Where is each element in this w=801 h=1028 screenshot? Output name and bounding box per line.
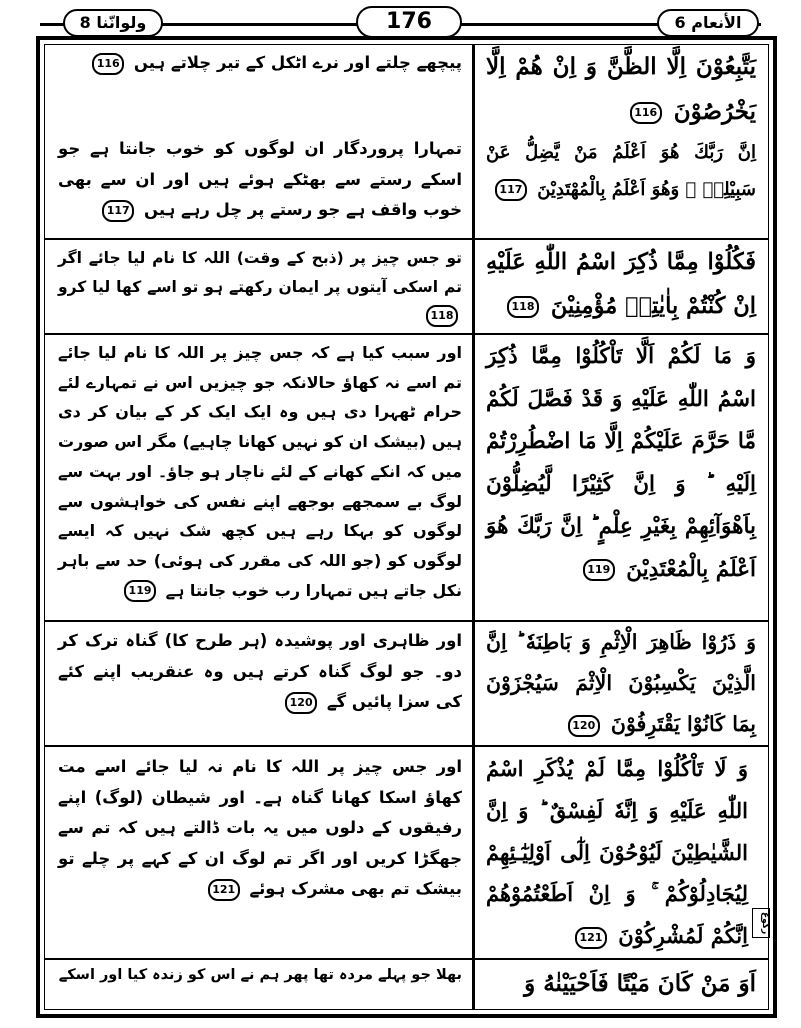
ruku-marker: ركوع: [752, 908, 770, 938]
verse-number-marker: 120: [568, 715, 600, 737]
urdu-text: اور ظاہری اور پوشیدہ (ہر طرح کا) گناہ ترک کر دو۔ جو لوگ گناہ کرتے ہیں وہ عنقریب اپنے کئے کی سزا پائیں گے: [58, 631, 462, 711]
verse-number-marker: 121: [575, 927, 607, 949]
separator: [44, 745, 472, 747]
urdu-translation-120: [58, 626, 462, 742]
para-label: ولوانّنا 8: [63, 9, 163, 37]
verse-number-marker: 116: [92, 53, 124, 75]
arabic-verse-119: [486, 336, 756, 618]
arabic-text: وَ ذَرُوْا ظَاهِرَ الْاِثْمِ وَ بَاطِنَهٗ ؕ اِنَّ الَّذِيْنَ يَكْسِبُوْنَ الْاِثْمَ سَيُجْزَوْنَ بِمَا كَانُوْا يَقْتَرِفُوْنَ: [486, 630, 756, 736]
page-number: 176: [356, 6, 462, 38]
separator: [44, 958, 472, 960]
verse-number-marker: 117: [102, 200, 134, 222]
verse-number-marker: 119: [124, 580, 156, 602]
urdu-translation-122-start: [58, 962, 462, 1006]
urdu-text: پیچھے چلتے اور نرے اٹکل کے تیر چلاتے ہیں: [133, 53, 462, 72]
separator: [475, 745, 769, 747]
arabic-verse-116: [486, 44, 756, 134]
arabic-text: يَتَّبِعُوْنَ اِلَّا الظَّنَّ وَ اِنْ هُمْ اِلَّا يَخْرُصُوْنَ: [486, 53, 756, 125]
urdu-translation-119: [58, 338, 462, 618]
separator: [44, 620, 472, 622]
arabic-verse-121: [486, 748, 748, 956]
urdu-translation-121: [58, 752, 462, 956]
separator: [475, 958, 769, 960]
urdu-text: اور جس چیز پر اللہ کا نام نہ لیا جائے اسے مت کھاؤ اسکا کھانا گناہ ہے۔ اور شیطان (لوگ) اپنے رفیقوں کے دلوں میں یہ بات ڈالتے ہیں کہ تم سے جھگڑا کریں اور اگر تم لوگ ان کے کہے پر چلے تو بیشک تم بھی مشرک ہوئے: [58, 757, 462, 898]
verse-number-marker: 121: [208, 879, 240, 901]
verse-number-marker: 117: [495, 179, 527, 201]
column-divider: [472, 44, 475, 1010]
urdu-text: اور سبب کیا ہے کہ جس چیز پر اللہ کا نام لیا جائے تم اسے نہ کھاؤ حالانکہ جو چیزیں اس نے تمہارے لئے حرام ٹھہرا دی ہیں وہ ایک ایک کر کے بیان کر دی ہیں (بیشک ان کو نہیں کھانا چاہیے) مگر اس صورت میں کہ انکے کھانے کے لئے ناچار ہو جاؤ۔ اور بہت سے لوگ بے سمجھے بوجھے اپنے نفس کی خواہشوں سے لوگوں کو بہکا رہے ہیں کچھ شک نہیں کہ ایسے لوگوں کو (جو اللہ کی مقرر کی ہوئی) حد سے باہر نکل جاتے ہیں تمہارا رب خوب جانتا ہے: [58, 343, 462, 600]
urdu-translation-117: [58, 134, 462, 236]
arabic-text: اِنَّ رَبَّكَ هُوَ اَعْلَمُ مَنْ يَّضِلُّ عَنْ سَبِيْلِهٖ ۚ وَهُوَ اَعْلَمُ بِالْمُهْتَدِيْنَ: [486, 142, 756, 200]
urdu-text: تمہارا پروردگار ان لوگوں کو خوب جانتا ہے جو اسکے رستے سے بھٹکے ہوئے ہیں اور ان سے بھی خوب واقف ہے جو رستے پر چل رہے ہیں: [58, 139, 462, 219]
urdu-text: بھلا جو پہلے مردہ تھا پھر ہم نے اس کو زندہ کیا اور اسکے: [58, 967, 462, 983]
verse-number-marker: 118: [426, 305, 458, 327]
arabic-verse-120: [486, 622, 756, 744]
verse-number-marker: 120: [285, 692, 317, 714]
verse-number-marker: 118: [507, 296, 539, 318]
verse-number-marker: 119: [583, 559, 615, 581]
separator: [44, 333, 472, 335]
urdu-translation-118: [58, 244, 462, 330]
surah-label: الأنعام 6: [657, 9, 759, 37]
separator: [44, 238, 472, 240]
arabic-text: وَ مَا لَكُمْ اَلَّا تَاْكُلُوْا مِمَّا ذُكِرَ اسْمُ اللّٰهِ عَلَيْهِ وَ قَدْ فَصَّلَ لَكُمْ مَّا حَرَّمَ عَلَيْكُمْ اِلَّا مَا اضْطُرِرْتُمْ اِلَيْهِ ؕ وَ اِنَّ كَثِيْرًا لَّيُضِلُّوْنَ بِاَهْوَآئِهِمْ بِغَيْرِ عِلْمٍ ؕ اِنَّ رَبَّكَ هُوَ اَعْلَمُ بِالْمُعْتَدِيْنَ: [486, 344, 756, 582]
arabic-text: فَكُلُوْا مِمَّا ذُكِرَ اسْمُ اللّٰهِ عَلَيْهِ اِنْ كُنْتُمْ بِاٰيٰتِهٖ مُؤْمِنِيْنَ: [486, 249, 756, 320]
urdu-text: تو جس چیز پر (ذبح کے وقت) اللہ کا نام لیا جائے اگر تم اسکی آیتوں پر ایمان رکھتے ہو تو اسے کھا لیا کرو: [58, 249, 462, 296]
arabic-verse-118: [486, 240, 756, 332]
urdu-translation-116: [58, 48, 462, 134]
verse-number-marker: 116: [630, 102, 662, 124]
arabic-verse-122-start: [486, 961, 756, 1007]
arabic-text: اَوَ مَنْ كَانَ مَيْتًا فَاَحْيَيْنٰهُ وَ: [524, 970, 756, 997]
separator: [475, 333, 769, 335]
arabic-verse-117: [486, 134, 756, 236]
arabic-text: وَ لَا تَاْكُلُوْا مِمَّا لَمْ يُذْكَرِ اسْمُ اللّٰهِ عَلَيْهِ وَ اِنَّهٗ لَفِسْقٌ ؕ وَ اِنَّ الشَّيٰطِيْنَ لَيُوْحُوْنَ اِلٰٓى اَوْلِيٰٓـئِهِمْ لِيُجَادِلُوْكُمْ ۚ وَ اِنْ اَطَعْتُمُوْهُمْ اِنَّكُمْ لَمُشْرِكُوْنَ: [486, 756, 748, 949]
